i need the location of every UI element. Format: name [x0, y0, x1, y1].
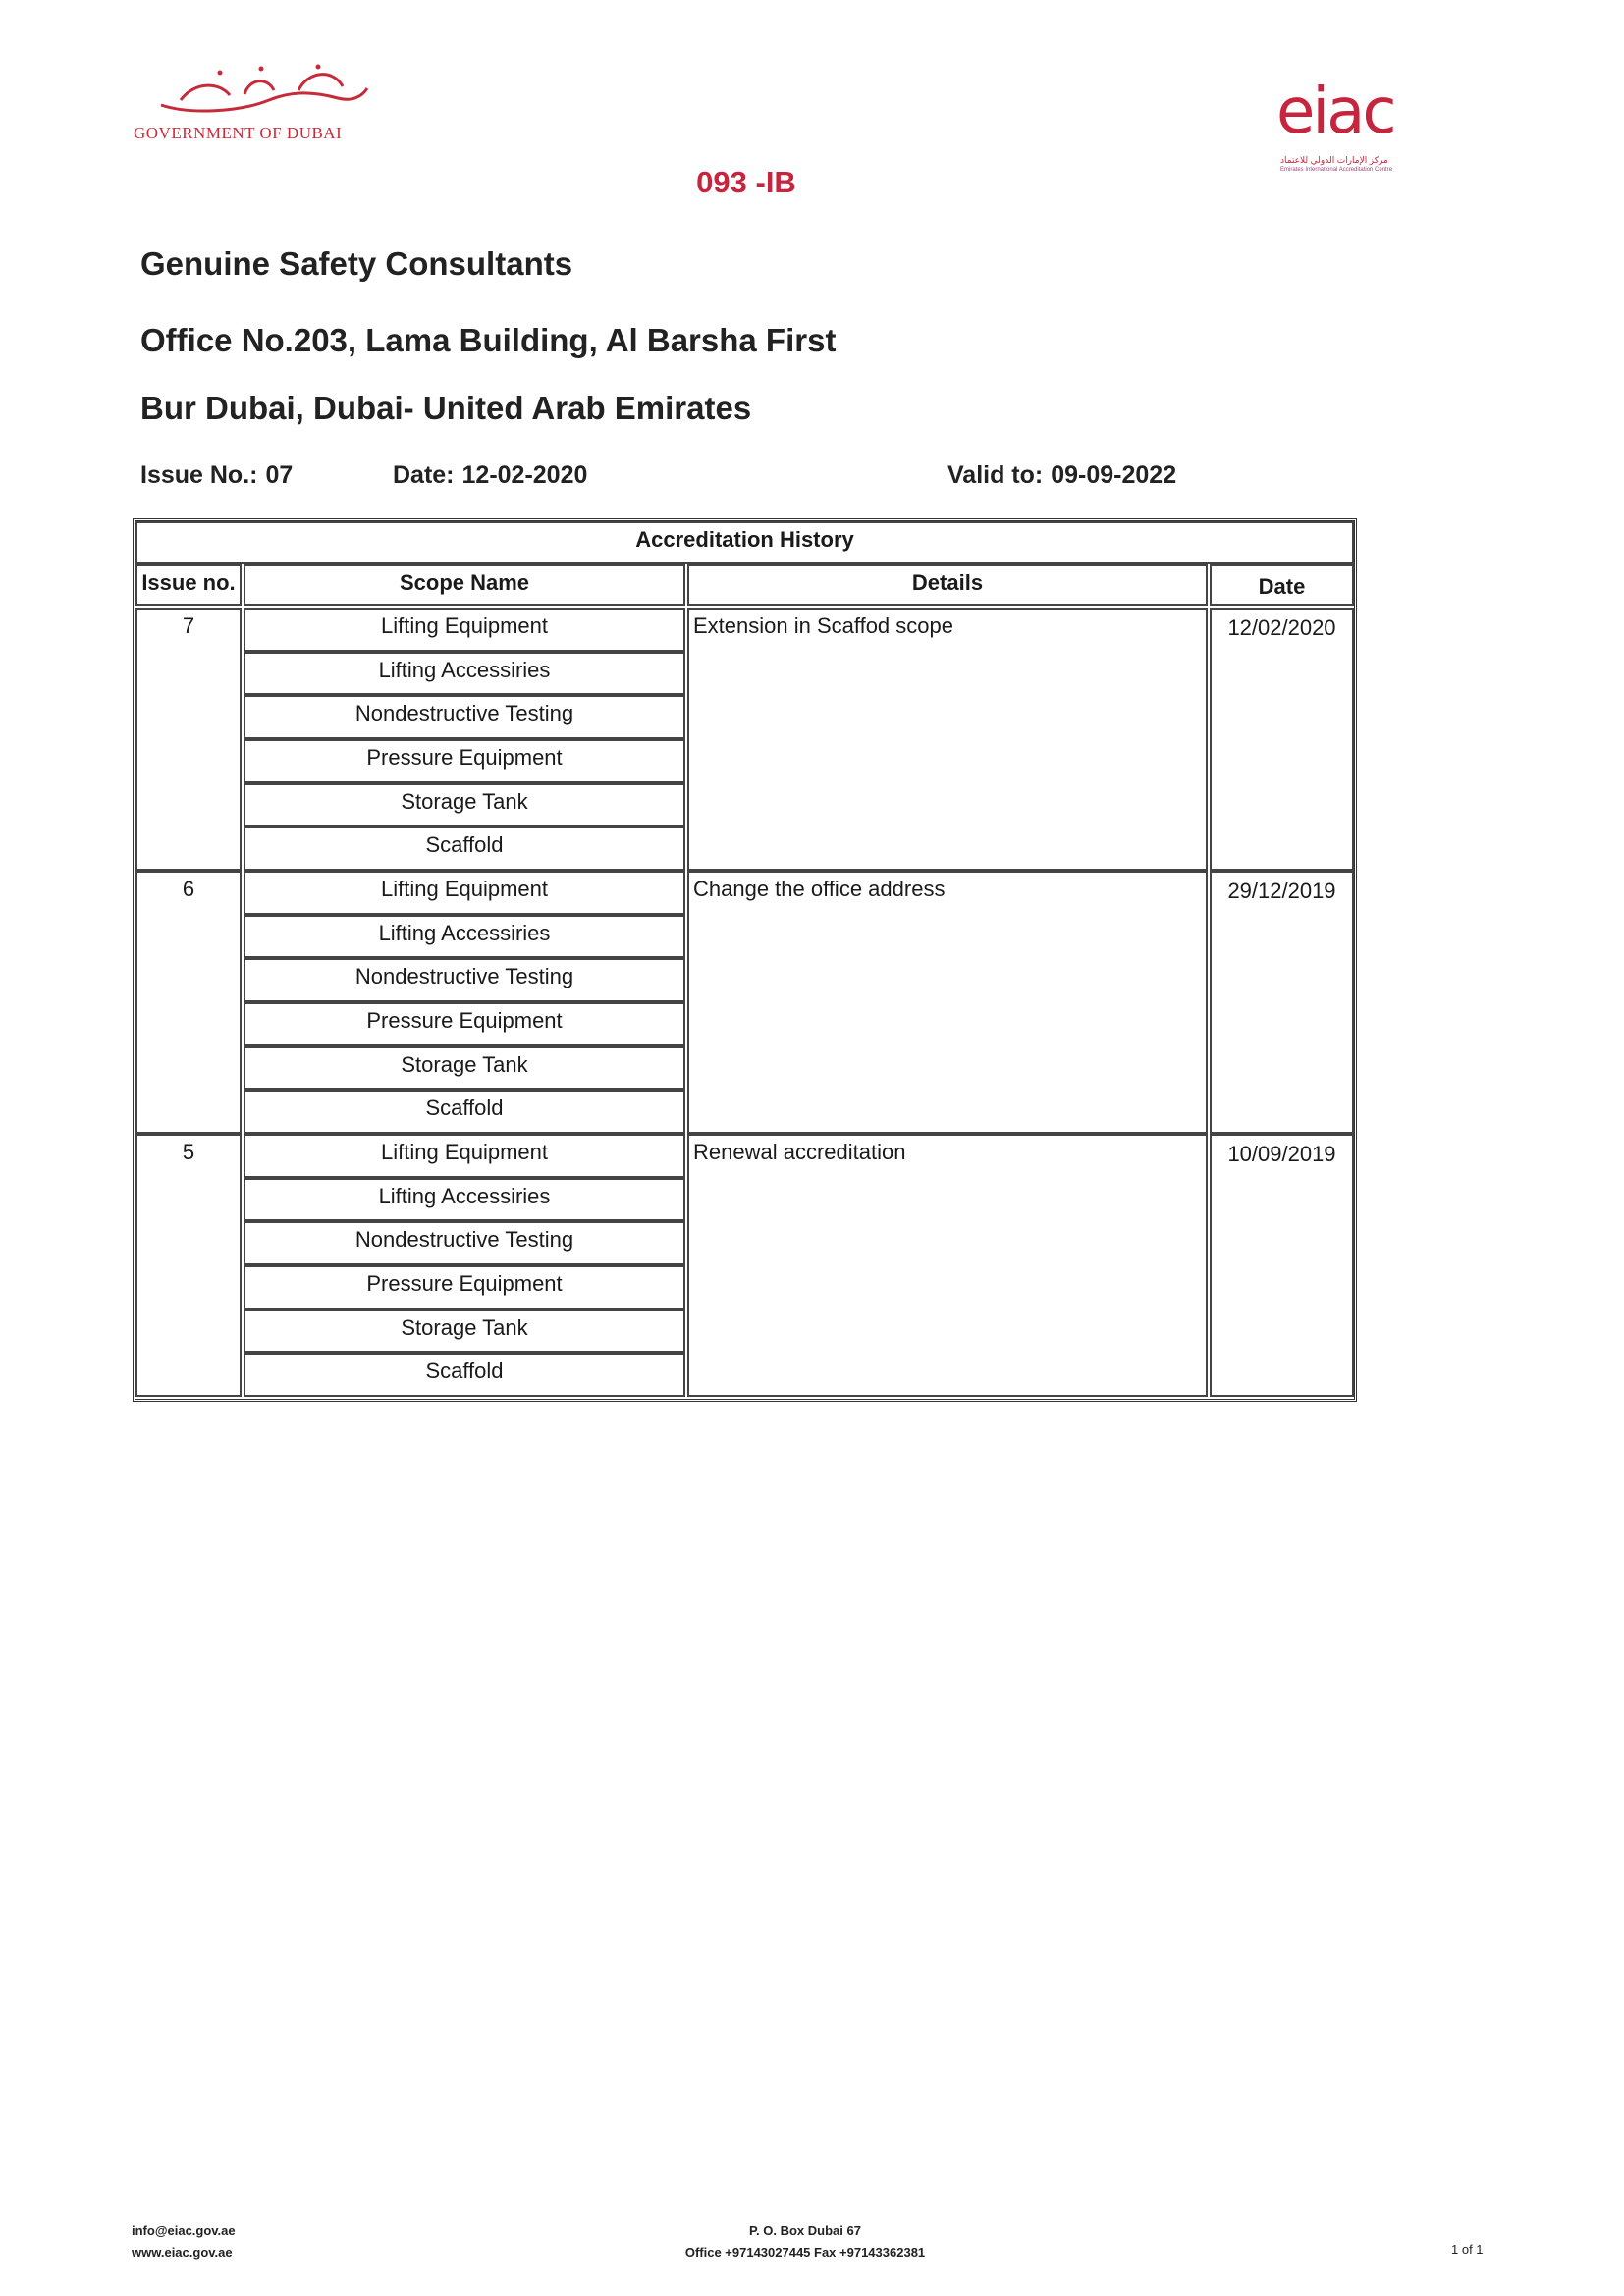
- scope-cell: [244, 783, 685, 828]
- header-issue-no-text: Issue no.: [141, 570, 236, 595]
- scope-cell: [244, 652, 685, 696]
- scope-cell-text: Pressure Equipment: [366, 745, 563, 770]
- scope-cell: [244, 958, 685, 1002]
- scope-cell: [244, 1178, 685, 1222]
- table-title: [135, 521, 1354, 564]
- scope-cell-text: Storage Tank: [401, 1314, 528, 1340]
- scope-cell-text: Pressure Equipment: [366, 1008, 563, 1033]
- details-cell: [687, 608, 1208, 871]
- issue-date-label: Date:: [393, 461, 455, 489]
- header-scope-name-text: Scope Name: [399, 570, 530, 595]
- scope-cell-text: Nondestructive Testing: [354, 701, 574, 726]
- company-name: Genuine Safety Consultants: [140, 245, 573, 282]
- footer-phone-fax: Office +97143027445 Fax +97143362381: [684, 2245, 926, 2260]
- scope-cell: [244, 1046, 685, 1091]
- scope-cell: [244, 915, 685, 959]
- scope-cell-text: Storage Tank: [401, 788, 528, 814]
- scope-cell-text: Lifting Accessiries: [378, 1183, 551, 1208]
- issue-cell-text: 7: [182, 614, 195, 638]
- scope-cell-text: Nondestructive Testing: [354, 1227, 574, 1253]
- header-date: [1210, 564, 1354, 606]
- date-cell: [1210, 871, 1354, 1134]
- issue-date: [393, 461, 587, 490]
- issue-cell: [135, 608, 242, 871]
- issue-number-value: 07: [265, 461, 294, 489]
- gov-dubai-emblem-icon: [151, 61, 377, 122]
- scope-cell: [244, 1265, 685, 1309]
- issue-cell-text: 6: [182, 877, 195, 901]
- details-cell-text: Extension in Scaffod scope: [693, 614, 953, 638]
- footer-website: www.eiac.gov.ae: [132, 2245, 233, 2260]
- eiac-wordmark: eiac: [1276, 76, 1394, 148]
- government-of-dubai-logo: [134, 61, 389, 149]
- header-date-text: Date: [1258, 574, 1306, 599]
- valid-to-value: 09-09-2022: [1051, 461, 1177, 489]
- details-cell-text: Change the office address: [693, 877, 946, 901]
- issue-cell-text: 5: [182, 1140, 195, 1164]
- scope-cell: [244, 695, 685, 739]
- scope-cell: [244, 827, 685, 871]
- scope-cell: [244, 1134, 685, 1178]
- government-of-dubai-text: GOVERNMENT OF DUBAI: [134, 124, 343, 142]
- date-cell: [1210, 1134, 1354, 1397]
- date-cell-text: 10/09/2019: [1227, 1142, 1336, 1166]
- eiac-arabic-name: مركز الإمارات الدولي للاعتماد: [1280, 155, 1388, 165]
- scope-cell: [244, 1353, 685, 1397]
- table-title-text: Accreditation History: [635, 527, 854, 552]
- footer-po-box: P. O. Box Dubai 67: [749, 2223, 861, 2238]
- scope-cell-text: Scaffold: [425, 832, 504, 858]
- scope-cell-text: Scaffold: [425, 1095, 504, 1121]
- scope-cell: [244, 1221, 685, 1265]
- valid-to-label: Valid to:: [947, 461, 1044, 489]
- header-details: [687, 564, 1208, 606]
- details-cell-text: Renewal accreditation: [693, 1140, 906, 1164]
- scope-cell: [244, 608, 685, 652]
- address-line-1: Office No.203, Lama Building, Al Barsha First: [140, 322, 837, 358]
- issue-number: [140, 461, 293, 490]
- address-line-2: Bur Dubai, Dubai- United Arab Emirates: [140, 390, 752, 426]
- header-scope-name: [244, 564, 685, 606]
- issue-cell: [135, 1134, 242, 1397]
- scope-cell-text: Lifting Accessiries: [378, 920, 551, 945]
- scope-cell: [244, 871, 685, 915]
- date-cell: [1210, 608, 1354, 871]
- valid-to: [947, 461, 1176, 490]
- scope-cell: [244, 1090, 685, 1134]
- issue-number-label: Issue No.:: [140, 461, 258, 489]
- scope-cell-text: Pressure Equipment: [366, 1271, 563, 1296]
- document-code: 093 -IB: [696, 165, 796, 199]
- scope-cell: [244, 739, 685, 783]
- eiac-english-name: Emirates International Accreditation Centre: [1280, 167, 1393, 173]
- scope-cell-text: Nondestructive Testing: [354, 964, 574, 989]
- accreditation-history-table: [133, 518, 1357, 1402]
- scope-cell-text: Scaffold: [425, 1359, 504, 1384]
- scope-cell: [244, 1002, 685, 1046]
- scope-cell-text: Lifting Equipment: [381, 1140, 548, 1164]
- scope-cell-text: Storage Tank: [401, 1051, 528, 1077]
- details-cell: [687, 871, 1208, 1134]
- scope-cell-text: Lifting Equipment: [381, 877, 548, 901]
- footer-page-number: 1 of 1: [1451, 2242, 1484, 2257]
- header-issue-no: [135, 564, 242, 606]
- scope-cell-text: Lifting Accessiries: [378, 657, 551, 682]
- scope-cell: [244, 1309, 685, 1354]
- date-cell-text: 12/02/2020: [1227, 615, 1336, 640]
- header-details-text: Details: [911, 570, 984, 595]
- issue-date-value: 12-02-2020: [461, 461, 588, 489]
- footer-email: info@eiac.gov.ae: [132, 2223, 236, 2238]
- scope-cell-text: Lifting Equipment: [381, 614, 548, 638]
- details-cell: [687, 1134, 1208, 1397]
- issue-cell: [135, 871, 242, 1134]
- date-cell-text: 29/12/2019: [1227, 879, 1336, 903]
